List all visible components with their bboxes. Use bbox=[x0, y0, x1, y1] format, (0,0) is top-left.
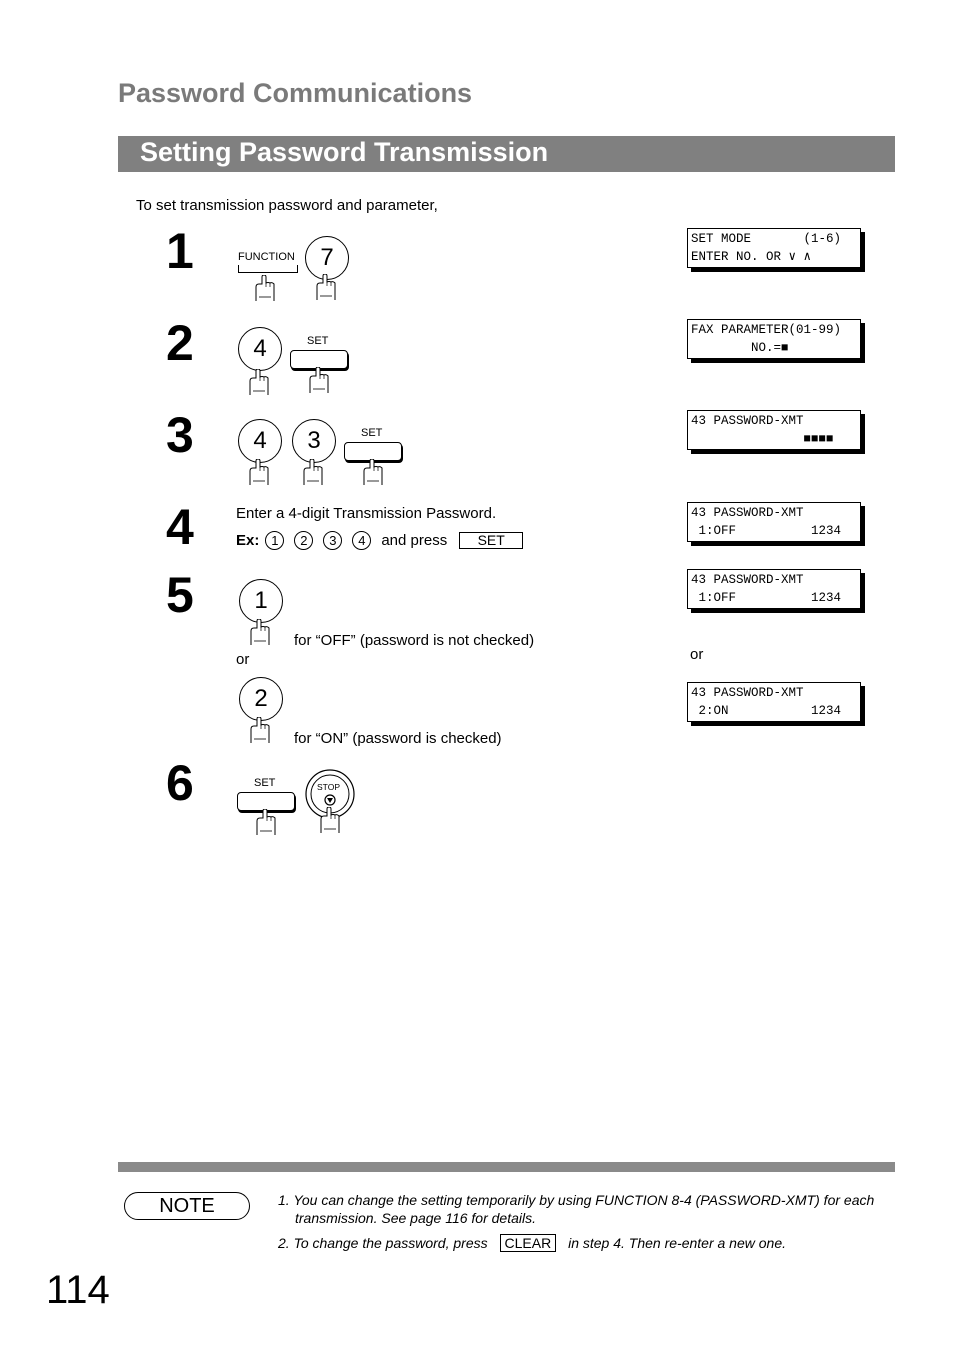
note-item-2 bbox=[278, 1235, 786, 1251]
stop-key bbox=[305, 769, 349, 813]
or-text: or bbox=[236, 651, 250, 668]
lcd-display bbox=[687, 569, 861, 609]
step-4-text: Enter a 4-digit Transmission Password. bbox=[236, 505, 497, 522]
stop-key-label: STOP bbox=[317, 782, 340, 792]
lcd-line-2: 2:ON 1234 bbox=[691, 704, 842, 718]
key-2-icon: 2 bbox=[294, 531, 313, 550]
lcd-display bbox=[687, 319, 861, 359]
key-label: 2 bbox=[239, 677, 283, 721]
key-1-icon: 1 bbox=[265, 531, 284, 550]
finger-press-icon bbox=[362, 459, 384, 485]
banner bbox=[118, 136, 895, 172]
set-key-inline: SET bbox=[459, 532, 523, 549]
finger-press-icon bbox=[255, 809, 277, 835]
key-label: 4 bbox=[238, 327, 282, 371]
finger-press-icon bbox=[302, 459, 324, 485]
lcd-line-1: FAX PARAMETER(01-99) bbox=[691, 323, 842, 337]
or-text-right: or bbox=[690, 646, 704, 663]
lcd-display bbox=[687, 502, 861, 542]
page-number: 114 bbox=[46, 1268, 110, 1312]
step-number: 3 bbox=[166, 407, 194, 463]
lcd-line-2: 1:OFF 1234 bbox=[691, 524, 842, 538]
section-title: Password Communications bbox=[118, 78, 473, 108]
banner-title: Setting Password Transmission bbox=[140, 137, 549, 167]
intro-text: To set transmission password and parameter, bbox=[136, 197, 438, 214]
step-number: 2 bbox=[166, 315, 194, 371]
key-3-icon: 3 bbox=[323, 531, 342, 550]
lcd-display bbox=[687, 682, 861, 722]
lcd-display bbox=[687, 228, 861, 268]
step-number: 5 bbox=[166, 567, 194, 623]
finger-press-icon bbox=[248, 459, 270, 485]
option-off-text: for “OFF” (password is not checked) bbox=[294, 632, 535, 649]
key-label: 1 bbox=[239, 579, 283, 623]
finger-press-icon bbox=[315, 274, 337, 300]
finger-press-icon bbox=[248, 369, 270, 395]
note-item-2-pre: 2. To change the password, press bbox=[278, 1235, 488, 1251]
step-number: 6 bbox=[166, 755, 194, 811]
key-4-icon: 4 bbox=[352, 531, 371, 550]
set-key bbox=[344, 427, 404, 485]
set-key bbox=[290, 335, 350, 393]
finger-press-icon bbox=[254, 275, 276, 301]
finger-press-icon bbox=[319, 807, 341, 833]
note-item-2-post: in step 4. Then re-enter a new one. bbox=[568, 1235, 787, 1251]
lcd-line-2: 1:OFF 1234 bbox=[691, 591, 842, 605]
finger-press-icon bbox=[308, 367, 330, 393]
example-label: Ex: bbox=[236, 532, 260, 549]
function-key-bar bbox=[238, 265, 298, 273]
step-number: 1 bbox=[166, 223, 194, 279]
lcd-line-1: 43 PASSWORD-XMT bbox=[691, 506, 804, 520]
key-4 bbox=[238, 327, 282, 371]
finger-press-icon bbox=[249, 619, 271, 645]
set-key-label: SET bbox=[307, 335, 329, 347]
key-3 bbox=[292, 419, 336, 463]
key-7 bbox=[305, 236, 349, 280]
step-number: 4 bbox=[166, 499, 194, 555]
key-1 bbox=[239, 579, 283, 623]
set-key-label: SET bbox=[254, 777, 276, 789]
set-key bbox=[237, 777, 297, 835]
function-key-label: FUNCTION bbox=[238, 251, 295, 263]
key-label: 7 bbox=[305, 236, 349, 280]
lcd-line-1: 43 PASSWORD-XMT bbox=[691, 414, 804, 428]
lcd-line-1: SET MODE (1-6) bbox=[691, 232, 842, 246]
lcd-display bbox=[687, 410, 861, 450]
and-press-text: and press bbox=[381, 532, 448, 549]
finger-press-icon bbox=[249, 717, 271, 743]
step-4-example bbox=[236, 531, 523, 550]
lcd-line-1: 43 PASSWORD-XMT bbox=[691, 573, 804, 587]
set-key-label: SET bbox=[361, 427, 383, 439]
separator-rule bbox=[118, 1162, 895, 1172]
lcd-line-2: ENTER NO. OR ∨ ∧ bbox=[691, 250, 812, 264]
clear-key-inline: CLEAR bbox=[500, 1234, 557, 1252]
note-item-1-line-1: 1. You can change the setting temporarily by using FUNCTION 8-4 (PASSWORD-XMT) for each bbox=[278, 1192, 875, 1208]
note-item-1-line-2: transmission. See page 116 for details. bbox=[295, 1210, 536, 1226]
option-on-text: for “ON” (password is checked) bbox=[294, 730, 502, 747]
key-4 bbox=[238, 419, 282, 463]
lcd-line-2: ■■■■ bbox=[691, 432, 834, 446]
key-2 bbox=[239, 677, 283, 721]
function-key bbox=[238, 251, 298, 301]
lcd-line-1: 43 PASSWORD-XMT bbox=[691, 686, 804, 700]
key-label: 3 bbox=[292, 419, 336, 463]
key-label: 4 bbox=[238, 419, 282, 463]
lcd-line-2: NO.=■ bbox=[691, 341, 789, 355]
note-badge: NOTE bbox=[124, 1192, 250, 1220]
